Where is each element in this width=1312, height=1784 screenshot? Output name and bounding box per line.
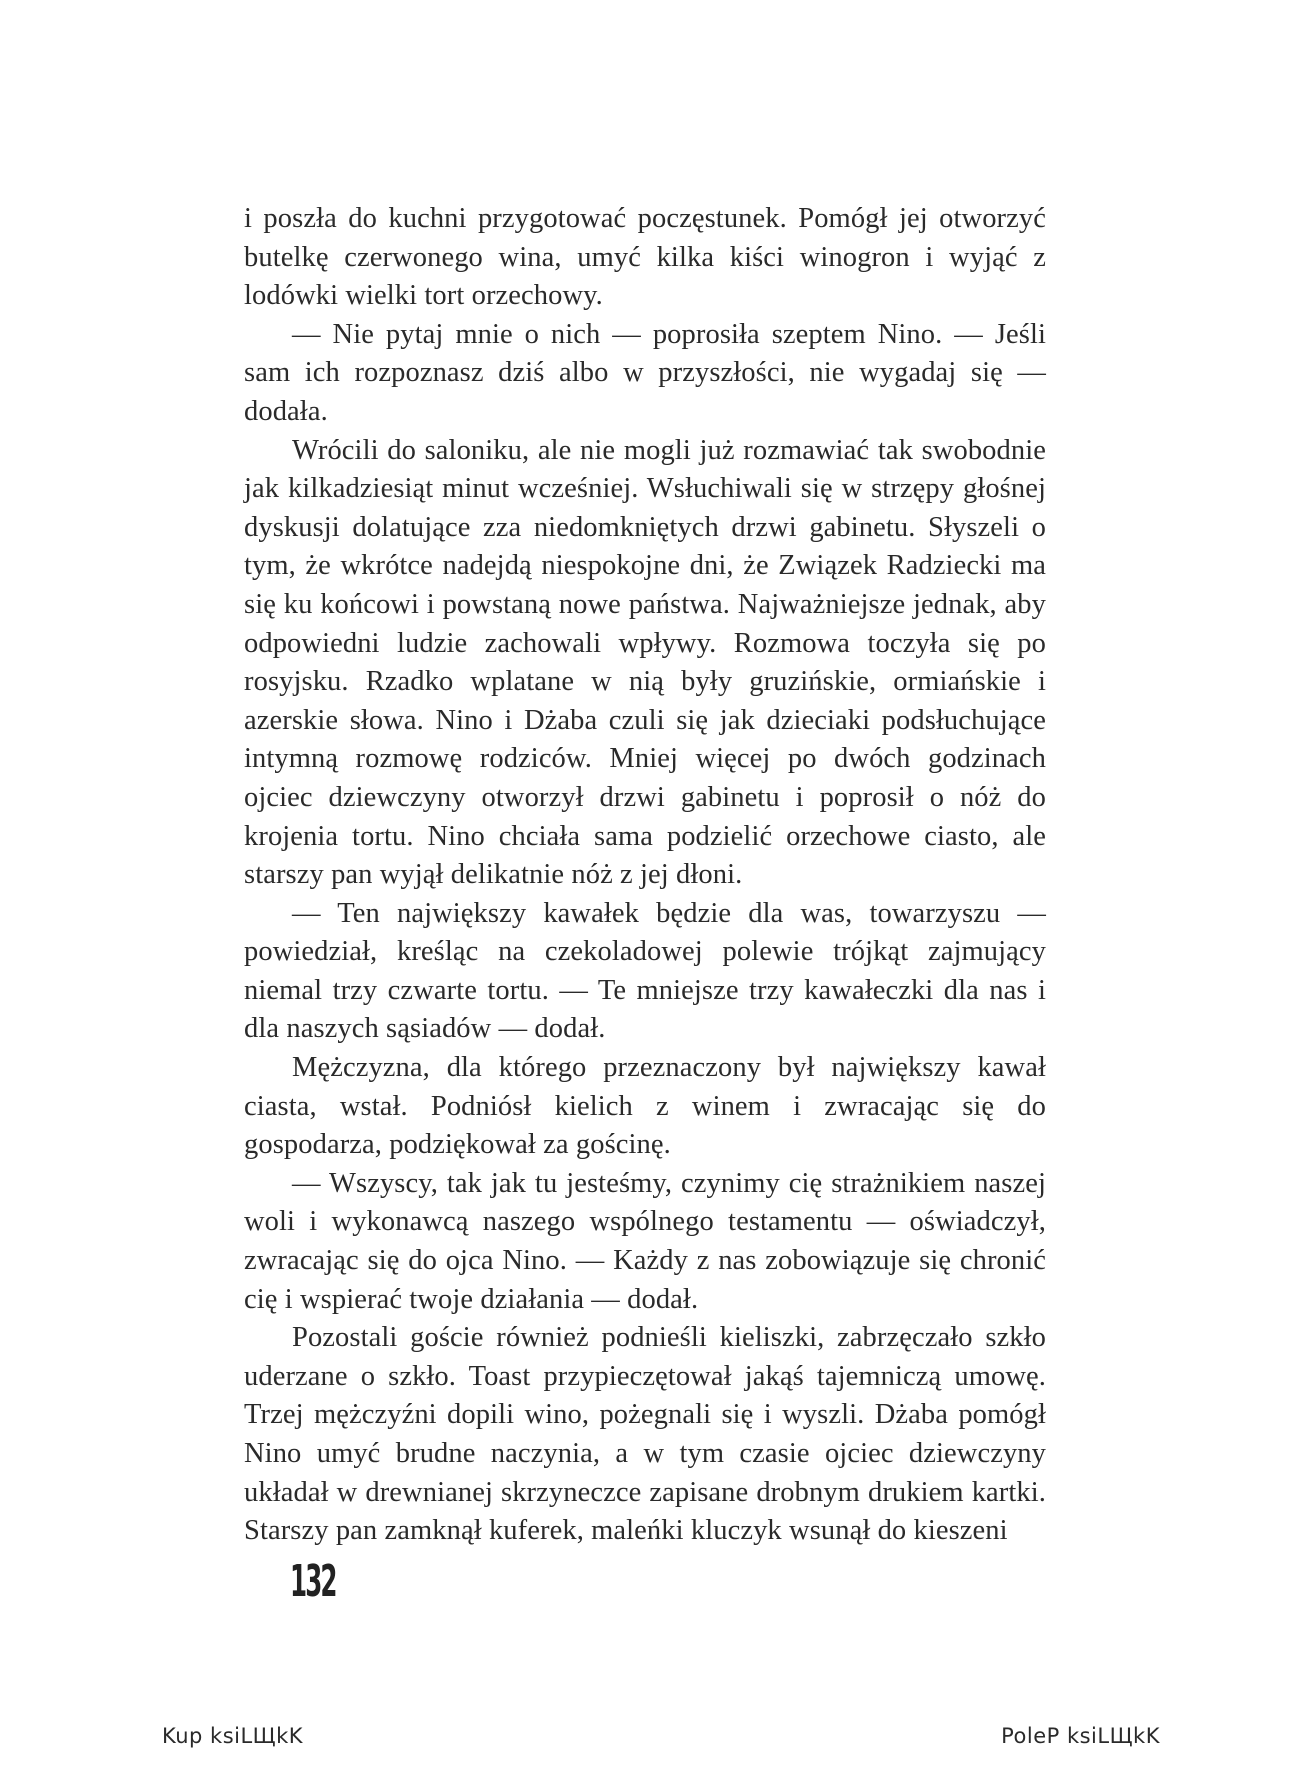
paragraph-3: Wrócili do saloniku, ale nie mogli już rozmawiać tak swobodnie jak kilkadziesiąt minut wcześniej. Wsłuchiwali się w strzępy głośnej dyskusji dolatujące zza niedomkniętych drzwi gabinetu. Słyszeli o tym, że wkrótce nadejdą niespokojne dni, że Związek Radziecki ma się ku końcowi i powstaną nowe państwa. Najważniejsze jednak, aby odpowiedni ludzie zachowali wpływy. Rozmowa toczyła się po rosyjsku. Rzadko wplatane w nią były gruzińskie, ormiańskie i azerskie słowa. Nino i Dżaba czuli się jak dzieciaki podsłuchujące intymną rozmowę rodziców. Mniej więcej po dwóch godzinach ojciec dziewczyny otworzył drzwi gabinetu i poprosił o nóż do krojenia tortu. Nino chciała sama podzielić orzechowe ciasto, ale starszy pan wyjął delikatnie nóż z jej dłoni.: [244, 434, 1046, 891]
paragraph-6: — Wszyscy, tak jak tu jesteśmy, czynimy cię strażnikiem naszej woli i wykonawcą naszego wspólnego testamentu — oświadczył, zwracając się do ojca Nino. — Każdy z nas zobowiązuje się chronić cię i wspierać twoje działania — dodał.: [244, 1167, 1046, 1315]
paragraph-7: Pozostali goście również podnieśli kieliszki, zabrzęczało szkło uderzane o szkło. Toast przypieczętował jakąś tajemniczą umowę. Trzej mężczyźni dopili wino, pożegnali się i wyszli. Dżaba pomógł Nino umyć brudne naczynia, a w tym czasie ojciec dziewczyny układał w drewnianej skrzyneczce zapisane drobnym drukiem kartki. Starszy pan zamknął kuferek, maleńki kluczyk wsunął do kieszeni: [244, 1322, 1046, 1547]
paragraph-5: Mężczyzna, dla którego przeznaczony był największy kawał ciasta, wstał. Podniósł kielich z winem i zwracając się do gospodarza, podziękował za gościnę.: [244, 1052, 1046, 1161]
page-number: 132: [290, 1556, 336, 1607]
paragraph-1: i poszła do kuchni przygotować poczęstunek. Pomógł jej otworzyć butelkę czerwonego wina, umyć kilka kiści winogron i wyjąć z lodówki wielki tort orzechowy.: [244, 203, 1046, 312]
recommend-book-link[interactable]: PoleP ksiLЩkK: [1001, 1724, 1160, 1748]
paragraph-2: — Nie pytaj mnie o nich — poprosiła szeptem Nino. — Jeśli sam ich rozpoznasz dziś albo w przyszłości, nie wygadaj się — dodała.: [244, 318, 1046, 427]
page-body-text: [244, 200, 1046, 1551]
buy-book-link[interactable]: Kup ksiLЩkK: [162, 1724, 304, 1748]
paragraph-4: — Ten największy kawałek będzie dla was, towarzyszu — powiedział, kreśląc na czekoladowej polewie trójkąt zajmujący niemal trzy czwarte tortu. — Te mniejsze trzy kawałeczki dla nas i dla naszych sąsiadów — dodał.: [244, 897, 1046, 1045]
